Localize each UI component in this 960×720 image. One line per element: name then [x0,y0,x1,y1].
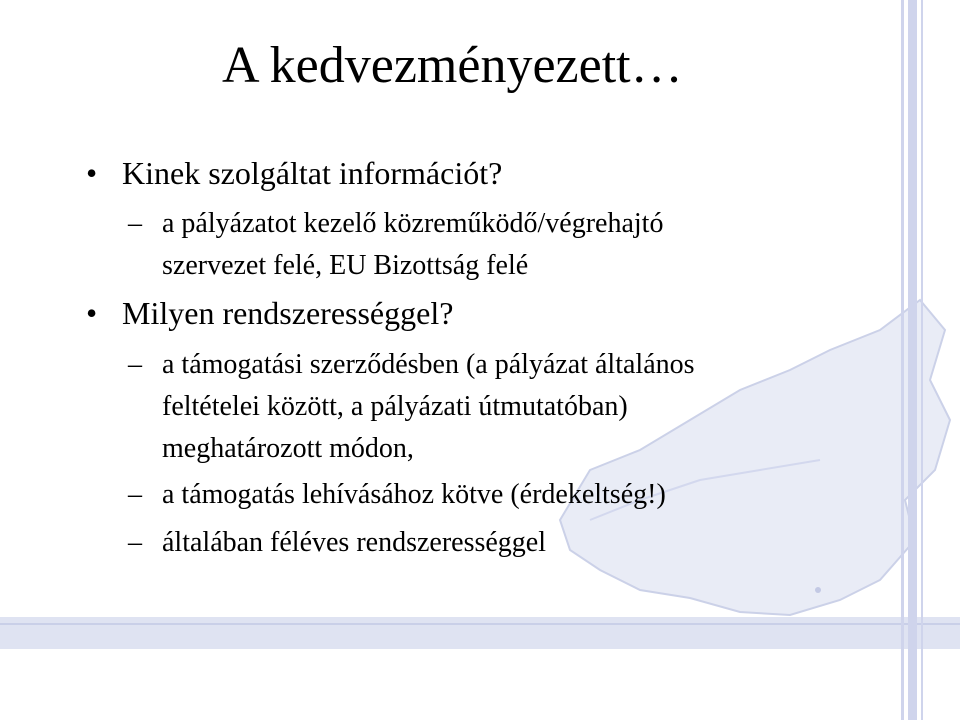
bullet-text: Milyen rendszerességgel? [122,295,454,331]
bullet-icon: • [86,155,98,191]
dash-icon: – [128,527,142,558]
dash-icon: – [128,349,142,380]
sub-bullet-text: a támogatás lehívásához kötve (érdekeltség!) [162,479,666,510]
sub-bullet-item [128,203,663,245]
dash-icon: – [128,479,142,510]
sub-bullet-item [128,344,695,386]
sub-bullet-continuation: meghatározott módon, [162,433,414,464]
sub-bullet-continuation: feltételei között, a pályázati útmutatóban) [162,391,628,422]
bullet-icon: • [86,295,98,331]
sub-bullet-item [128,474,666,516]
sub-bullet-text: a pályázatot kezelő közreműködő/végrehajtó [162,208,664,239]
sub-bullet-text: általában féléves rendszerességgel [162,527,547,558]
dash-icon: – [128,208,142,239]
bullet-item [86,152,502,194]
sub-bullet-text: a támogatási szerződésben (a pályázat általános [162,349,695,380]
bullet-item [86,292,453,334]
sub-bullet-continuation: szervezet felé, EU Bizottság felé [162,250,529,281]
bullet-text: Kinek szolgáltat információt? [122,155,503,191]
sub-bullet-item [128,522,546,564]
slide-title: A kedvezményezett… [222,37,683,94]
